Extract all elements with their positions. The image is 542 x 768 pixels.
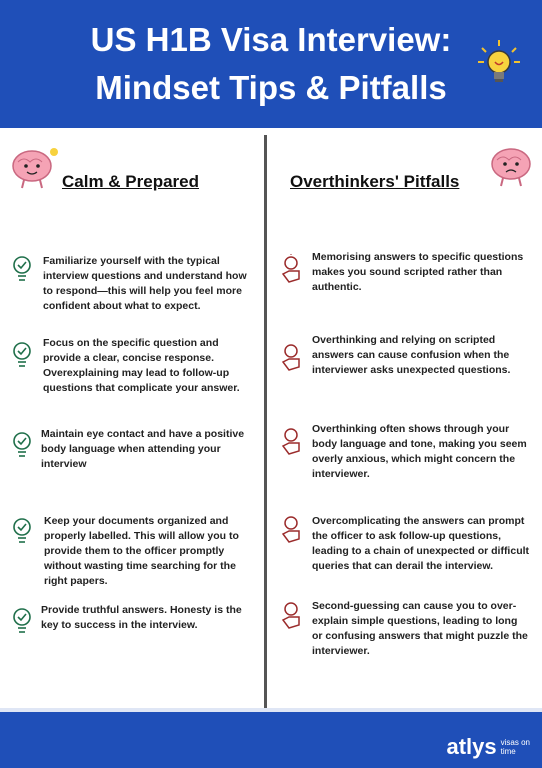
logo-tagline-line2: time [500,747,516,756]
happy-brain-icon [8,146,58,190]
page-title-line1: US H1B Visa Interview: [90,21,452,58]
header-banner [0,0,542,128]
right-tip-3: Overthinking often shows through your body language and tone, making you seem overly anxious, which might concern the interviewer. [312,423,527,480]
bulb-check-icon [10,254,34,286]
right-tip-2: Overthinking and relying on scripted answers can cause confusion when the interviewer asks unexpected questions. [312,334,511,376]
right-tip-4: Overcomplicating the answers can prompt the officer to ask follow-up questions, leading to a chain of unexpected or difficult queries that can derail the interview. [312,515,530,572]
left-tip-5: Provide truthful answers. Honesty is the key to success in the interview. [41,604,242,631]
left-tip-2: Focus on the specific question and provide a clear, concise response. Overexplaining may lead to follow-up questions that complicate your answer. [43,337,240,394]
worried-brain-icon [486,144,536,188]
left-tip-1: Familiarize yourself with the typical interview questions and understand how to respond—this will help you feel more confident about what to expect. [43,255,247,312]
logo-tagline [501,738,530,756]
atlys-logo [446,734,530,760]
bulb-check-icon [10,340,34,372]
bulb-check-icon [10,606,34,638]
right-tip-5: Second-guessing can cause you to over-explain simple questions, leading to long or confusing answers that might puzzle the interviewer. [312,600,528,657]
right-tip-1: Memorising answers to specific questions makes you sound scripted rather than authentic. [312,251,524,293]
lightbulb-icon [476,38,522,88]
bulb-check-icon [10,430,34,462]
bulb-check-icon [10,516,34,548]
bulb-hand-icon [279,600,303,632]
bulb-hand-icon [279,426,303,458]
left-tip-4: Keep your documents organized and properly labelled. This will allow you to provide them to the officer promptly without wasting time searching for the right papers. [44,515,239,587]
logo-tagline-line1: visas on [500,738,530,747]
page-title-line2: Mindset Tips & Pitfalls [95,69,447,106]
left-column-heading: Calm & Prepared [62,172,199,191]
footer-banner [0,712,542,768]
column-divider [264,135,267,733]
bulb-hand-icon [279,342,303,374]
bulb-hand-icon [279,254,303,286]
left-tip-3: Maintain eye contact and have a positive body language when attending your interview [41,428,245,470]
right-column-heading: Overthinkers' Pitfalls [290,172,460,191]
bulb-hand-icon [279,514,303,546]
logo-wordmark: atlys [446,734,497,759]
